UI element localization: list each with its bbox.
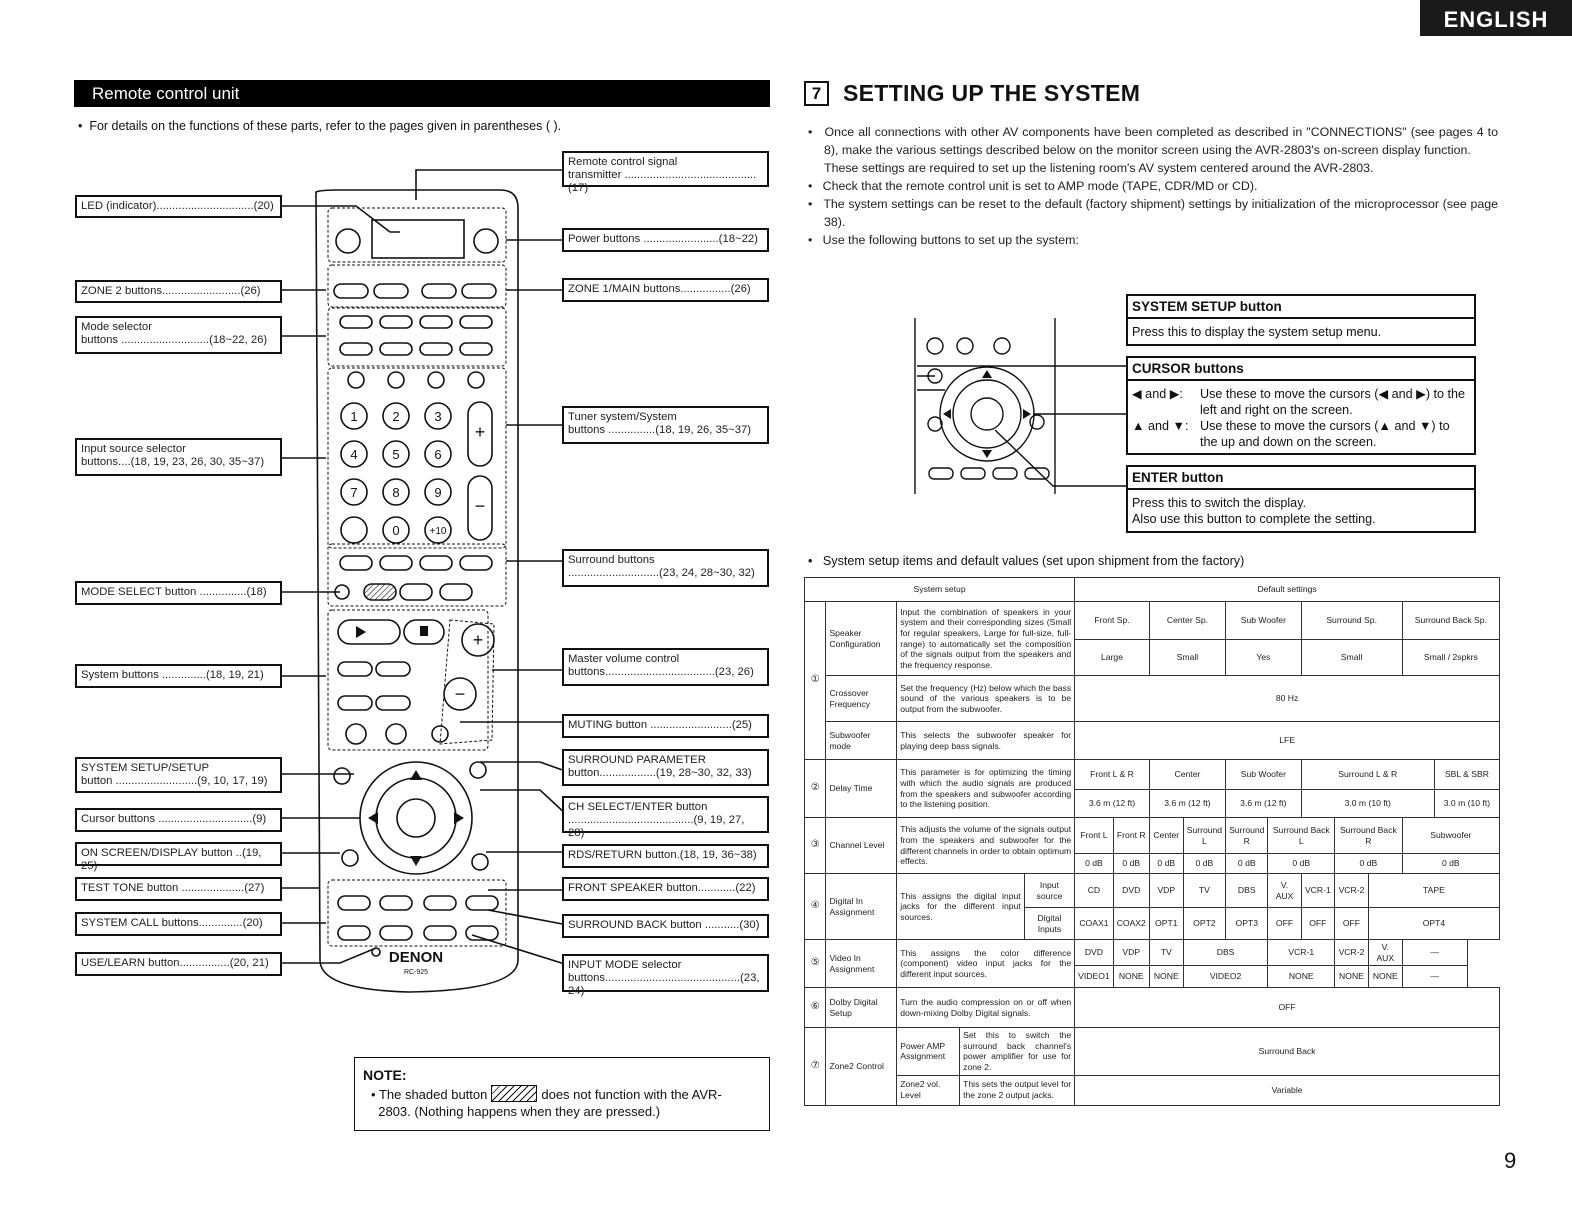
dig-val: OFF <box>1268 908 1301 940</box>
key-8: 8 <box>392 485 400 500</box>
ch-val: 0 dB <box>1113 854 1149 874</box>
item-video-in: Video In Assignment <box>826 940 897 988</box>
cursor-ud-row <box>1132 418 1470 450</box>
table-row <box>805 602 1500 640</box>
delay-head-surround: Surround L & R <box>1301 760 1434 790</box>
bullet-2: • Check that the remote control unit is set to AMP mode (TAPE, CDR/MD or CD). <box>808 179 1258 193</box>
dig-val: COAX1 <box>1075 908 1114 940</box>
table-row <box>805 722 1500 760</box>
label-led: LED (indicator)...............................(20) <box>75 195 282 218</box>
item-zone2-vol: Zone2 vol. Level <box>897 1075 960 1105</box>
row-number-4: ④ <box>805 874 826 940</box>
dig-src: TAPE <box>1368 874 1499 908</box>
vid-src: VCR-1 <box>1268 940 1335 966</box>
svg-text:−: − <box>474 496 486 516</box>
label-input-source <box>75 438 282 476</box>
ch-val: 0 dB <box>1335 854 1403 874</box>
remote-intro: • For details on the functions of these parts, refer to the pages given in parentheses ( ). <box>78 119 562 133</box>
row-number-5: ⑤ <box>805 940 826 988</box>
ch-val: 0 dB <box>1075 854 1114 874</box>
table-row <box>805 874 1500 908</box>
cursor-lr-row <box>1132 386 1470 418</box>
item-power-amp: Power AMP Assignment <box>897 1028 960 1075</box>
val-power-amp: Surround Back <box>1075 1028 1500 1075</box>
dig-val: OPT3 <box>1226 908 1268 940</box>
dig-src: CD <box>1075 874 1114 908</box>
label-master-volume-l1: Master volume control <box>568 653 680 665</box>
label-surround-back: SURROUND BACK button ...........(30) <box>562 914 769 938</box>
vid-val: — <box>1402 966 1467 988</box>
ch-head: Front L <box>1075 818 1114 854</box>
item-sub-mode: Subwoofer mode <box>826 722 897 760</box>
cursor-ud-keys: ▲ and ▼: <box>1132 419 1189 433</box>
delay-head-front: Front L & R <box>1075 760 1150 790</box>
table-intro: • System setup items and default values (set upon shipment from the factory) <box>808 554 1245 568</box>
dig-val: COAX2 <box>1113 908 1149 940</box>
bullet-3: • The system settings can be reset to the default (factory shipment) settings by initialization of the microprocessor (see page 38). <box>808 197 1499 229</box>
bullet-4: • Use the following buttons to set up the system: <box>808 233 1079 247</box>
cursor-lr-text: Use these to move the cursors (◀ and ▶) to the left and right on the screen. <box>1200 387 1466 417</box>
key-5: 5 <box>392 447 400 462</box>
key-4: 4 <box>350 447 358 462</box>
ch-head: Surround R <box>1226 818 1268 854</box>
svg-text:+: + <box>472 630 484 650</box>
ch-head: Surround Back R <box>1335 818 1403 854</box>
label-cursor: Cursor buttons ..............................(9) <box>75 808 282 832</box>
table-row <box>805 988 1500 1028</box>
cursor-ud-text: Use these to move the cursors (▲ and ▼) to the up and down on the screen. <box>1200 419 1450 449</box>
remote-brand: DENON <box>388 949 444 966</box>
cursor-box <box>1126 356 1476 455</box>
label-surround-buttons-l1: Surround buttons <box>568 554 655 566</box>
note-box <box>354 1057 770 1131</box>
enter-box-title: ENTER button <box>1128 467 1474 490</box>
label-master-volume <box>562 648 769 686</box>
remote-model: RC-925 <box>403 969 429 976</box>
desc-power-amp: Set this to switch the surround back channel's power amplifier for use for zone 2. <box>960 1028 1075 1075</box>
desc-digital-in: This assigns the digital input jacks for the different input sources. <box>897 874 1024 940</box>
sp-head-center: Center Sp. <box>1149 602 1225 640</box>
ch-val: 0 dB <box>1402 854 1499 874</box>
label-test-tone: TEST TONE button ....................(27) <box>75 877 282 901</box>
dig-src: VDP <box>1149 874 1183 908</box>
enter-box-line2: Also use this button to complete the setting. <box>1132 512 1376 526</box>
label-master-volume-l2: buttons...................................(23, 26) <box>568 666 754 678</box>
label-mode-selector <box>75 316 282 354</box>
label-system-setup <box>75 757 282 793</box>
desc-delay: This parameter is for optimizing the timing with which the audio signals are produced from the speakers and subwoofer according to the listening position. <box>897 760 1075 818</box>
row-number-3: ③ <box>805 818 826 874</box>
system-setup-box <box>1126 294 1476 346</box>
vid-val: NONE <box>1335 966 1369 988</box>
ch-head: Surround Back L <box>1268 818 1335 854</box>
label-surround-buttons-l2: .............................(23, 24, 28~30, 32) <box>568 567 755 579</box>
table-row <box>805 676 1500 722</box>
vid-val: VIDEO2 <box>1183 966 1268 988</box>
system-setup-box-title: SYSTEM SETUP button <box>1128 296 1474 319</box>
key-1: 1 <box>350 409 358 424</box>
item-channel-level: Channel Level <box>826 818 897 874</box>
ch-head: Surround L <box>1183 818 1225 854</box>
vid-val: VIDEO1 <box>1075 966 1114 988</box>
svg-text:−: − <box>454 684 466 704</box>
note-text-before: The shaded button <box>378 1087 488 1102</box>
key-plus10: +10 <box>429 526 447 537</box>
bullet-2-text: Check that the remote control unit is set to AMP mode (TAPE, CDR/MD or CD). <box>822 179 1258 193</box>
val-zone2-vol: Variable <box>1075 1075 1500 1105</box>
dig-src: DBS <box>1226 874 1268 908</box>
label-mode-selector-l1: Mode selector <box>81 321 152 333</box>
label-system-buttons: System buttons ..............(18, 19, 21) <box>75 664 282 688</box>
system-setup-table <box>804 577 1500 1106</box>
label-zone2: ZONE 2 buttons.........................(26) <box>75 280 282 303</box>
delay-val-surround: 3.0 m (10 ft) <box>1301 790 1434 818</box>
remote-intro-text: For details on the functions of these parts, refer to the pages given in parentheses ( ). <box>89 119 562 133</box>
table-header-row <box>805 578 1500 602</box>
dig-src: VCR-2 <box>1335 874 1369 908</box>
delay-head-center: Center <box>1149 760 1225 790</box>
system-setup-box-text: Press this to display the system setup menu. <box>1132 325 1382 339</box>
note-text-line2: 2803. (Nothing happens when they are pressed.) <box>378 1104 661 1119</box>
item-digital-in: Digital In Assignment <box>826 874 897 940</box>
vid-src: V. AUX <box>1368 940 1402 966</box>
table-row <box>805 1075 1500 1105</box>
sp-val-surround: Small <box>1301 640 1402 676</box>
svg-text:+: + <box>474 422 486 442</box>
sp-head-surround-back: Surround Back Sp. <box>1402 602 1499 640</box>
table-intro-text: System setup items and default values (set upon shipment from the factory) <box>822 554 1245 568</box>
label-mode-selector-l2: buttons ............................(18~22, 26) <box>81 334 268 346</box>
label-use-learn: USE/LEARN button................(20, 21) <box>75 952 282 976</box>
label-tuner-system-l1: Tuner system/System <box>568 411 677 423</box>
key-7: 7 <box>350 485 358 500</box>
label-system-setup-l2: button ..........................(9, 10, 17, 19) <box>81 775 268 787</box>
label-transmitter-l1: Remote control signal <box>568 156 678 168</box>
note-title: NOTE: <box>363 1067 407 1083</box>
vid-val: NONE <box>1368 966 1402 988</box>
table-row <box>805 818 1500 854</box>
vid-src: VDP <box>1113 940 1149 966</box>
label-system-setup-l1: SYSTEM SETUP/SETUP <box>81 762 210 774</box>
delay-val-sub: 3.6 m (12 ft) <box>1226 790 1302 818</box>
label-power: Power buttons ........................(18~22) <box>562 228 769 252</box>
key-6: 6 <box>434 447 442 462</box>
table-row <box>805 940 1500 966</box>
cursor-lr-keys: ◀ and ▶: <box>1132 387 1183 401</box>
vid-src: DVD <box>1075 940 1114 966</box>
delay-head-sb: SBL & SBR <box>1434 760 1499 790</box>
label-input-mode <box>562 954 769 997</box>
bullet-4-text: Use the following buttons to set up the system: <box>822 233 1079 247</box>
val-crossover: 80 Hz <box>1075 676 1500 722</box>
row-number-7: ⑦ <box>805 1028 826 1105</box>
bullet-1-text: Once all connections with other AV components have been completed as described in "CONNECTIONS" (see pages 4 to 8), make the various settings described below on the monitor screen using the AVR-2803's on-screen display function. <box>824 125 1498 157</box>
sp-head-surround: Surround Sp. <box>1301 602 1402 640</box>
dig-src: DVD <box>1113 874 1149 908</box>
dig-val: OFF <box>1301 908 1334 940</box>
vid-src: DBS <box>1183 940 1268 966</box>
enter-box-body <box>1128 490 1474 532</box>
row-number-6: ⑥ <box>805 988 826 1028</box>
label-mode-select: MODE SELECT button ...............(18) <box>75 581 282 605</box>
desc-zone2-vol: This sets the output level for the zone 2 output jacks. <box>960 1075 1075 1105</box>
row-number-1: ① <box>805 602 826 760</box>
label-muting: MUTING button ..........................(25) <box>562 714 769 738</box>
label-ch-select <box>562 796 769 839</box>
section-title: SETTING UP THE SYSTEM <box>843 80 1141 106</box>
sp-val-sub: Yes <box>1226 640 1302 676</box>
desc-dolby: Turn the audio compression on or off when down-mixing Dolby Digital signals. <box>897 988 1075 1028</box>
ch-val: 0 dB <box>1226 854 1268 874</box>
label-input-mode-l2: buttons...........................................(23, 24) <box>568 972 760 997</box>
key-9: 9 <box>434 485 442 500</box>
remote-control-illustration <box>280 140 570 1010</box>
label-surround-parameter-l2: button..................(19, 28~30, 32, 33) <box>568 767 752 779</box>
setup-bullets <box>808 123 1498 249</box>
label-front-speaker: FRONT SPEAKER button............(22) <box>562 877 769 901</box>
note-text-after: does not function with the AVR- <box>541 1087 722 1102</box>
dig-val: OPT2 <box>1183 908 1225 940</box>
label-zone1-main: ZONE 1/MAIN buttons................(26) <box>562 278 769 302</box>
row-number-2: ② <box>805 760 826 818</box>
label-input-mode-l1: INPUT MODE selector <box>568 959 682 971</box>
page-number: 9 <box>1504 1148 1517 1173</box>
vid-src: — <box>1402 940 1467 966</box>
label-ch-select-l1: CH SELECT/ENTER button <box>568 801 708 813</box>
remote-section-header: Remote control unit <box>74 80 770 107</box>
vid-val: NONE <box>1268 966 1335 988</box>
digital-input-source-label: Input source <box>1024 874 1074 908</box>
desc-crossover: Set the frequency (Hz) below which the bass sound of the various speakers is to be output from the subwoofer. <box>897 676 1075 722</box>
item-speaker-config: Speaker Configuration <box>826 602 897 676</box>
dig-val: OPT1 <box>1149 908 1183 940</box>
label-tuner-system-l2: buttons ...............(18, 19, 26, 35~37) <box>568 424 752 436</box>
table-row <box>805 1028 1500 1075</box>
delay-val-sb: 3.0 m (10 ft) <box>1434 790 1499 818</box>
label-rds-return: RDS/RETURN button.(18, 19, 36~38) <box>562 844 769 868</box>
dig-val: OPT4 <box>1368 908 1499 940</box>
key-3: 3 <box>434 409 442 424</box>
ch-head: Front R <box>1113 818 1149 854</box>
ch-head: Subwoofer <box>1402 818 1499 854</box>
vid-val: NONE <box>1113 966 1149 988</box>
label-system-call: SYSTEM CALL buttons..............(20) <box>75 912 282 936</box>
bullet-1-cont: These settings are required to set up the listening room's AV system centered around the AVR-2803. <box>824 161 1374 175</box>
delay-val-front: 3.6 m (12 ft) <box>1075 790 1150 818</box>
bullet-1: • Once all connections with other AV components have been completed as described in "CONNECTIONS" (see pages 4 to 8), make the various settings described below on the monitor screen using the AVR-2803's on-screen display function. <box>808 125 1498 157</box>
desc-speaker-config: Input the combination of speakers in your system and their corresponding sizes (Small for regular speakers, Large for full-size, full-range) to automatically set the composition of the signals output from the speakers and the frequency response. <box>897 602 1075 676</box>
label-on-screen: ON SCREEN/DISPLAY button ..(19, 25) <box>75 842 282 866</box>
note-body: • The shaded button does not function with the AVR- 2803. (Nothing happens when they are pressed.) <box>371 1087 722 1119</box>
label-surround-buttons <box>562 549 769 587</box>
section-number: 7 <box>804 81 829 106</box>
key-0: 0 <box>392 523 400 538</box>
label-input-source-l1: Input source selector <box>81 443 186 455</box>
sp-val-surround-back: Small / 2spkrs <box>1402 640 1499 676</box>
ch-val: 0 dB <box>1149 854 1183 874</box>
sp-val-front: Large <box>1075 640 1150 676</box>
val-sub-mode: LFE <box>1075 722 1500 760</box>
cursor-box-body <box>1128 381 1474 455</box>
enter-box-line1: Press this to switch the display. <box>1132 496 1307 510</box>
label-input-source-l2: buttons....(18, 19, 23, 26, 30, 35~37) <box>81 456 265 468</box>
dig-src: TV <box>1183 874 1225 908</box>
ch-head: Center <box>1149 818 1183 854</box>
shaded-button-sample-icon <box>491 1085 537 1102</box>
bullet-3-text: The system settings can be reset to the default (factory shipment) settings by initialization of the microprocessor (see page 38). <box>823 197 1499 229</box>
table-row <box>805 760 1500 790</box>
item-zone2: Zone2 Control <box>826 1028 897 1105</box>
val-dolby: OFF <box>1075 988 1500 1028</box>
ch-val: 0 dB <box>1183 854 1225 874</box>
header-default-settings: Default settings <box>1075 578 1500 602</box>
label-tuner-system <box>562 406 769 444</box>
sp-head-front: Front Sp. <box>1075 602 1150 640</box>
dig-val: OFF <box>1335 908 1369 940</box>
cursor-box-title: CURSOR buttons <box>1128 358 1474 381</box>
desc-channel-level: This adjusts the volume of the signals output from the speakers and subwoofer for the different channels in order to obtain optimum effects. <box>897 818 1075 874</box>
delay-val-center: 3.6 m (12 ft) <box>1149 790 1225 818</box>
label-surround-parameter <box>562 749 769 786</box>
vid-src: TV <box>1149 940 1183 966</box>
vid-val: NONE <box>1149 966 1183 988</box>
label-transmitter <box>562 151 769 194</box>
ch-val: 0 dB <box>1268 854 1335 874</box>
language-tag: ENGLISH <box>1420 0 1572 36</box>
dig-src: V. AUX <box>1268 874 1301 908</box>
label-transmitter-l2: transmitter ..........................................(17) <box>568 169 757 194</box>
desc-video-in: This assigns the color difference (component) video input jacks for the different input sources. <box>897 940 1075 988</box>
enter-box <box>1126 465 1476 533</box>
desc-sub-mode: This selects the subwoofer speaker for playing deep bass signals. <box>897 722 1075 760</box>
item-dolby: Dolby Digital Setup <box>826 988 897 1028</box>
digital-inputs-label: Digital Inputs <box>1024 908 1074 940</box>
dig-src: VCR-1 <box>1301 874 1334 908</box>
label-surround-parameter-l1: SURROUND PARAMETER <box>568 754 706 766</box>
vid-src: VCR-2 <box>1335 940 1369 966</box>
header-system-setup: System setup <box>805 578 1075 602</box>
delay-head-sub: Sub Woofer <box>1226 760 1302 790</box>
mini-remote-illustration <box>905 318 1130 498</box>
sp-val-center: Small <box>1149 640 1225 676</box>
key-2: 2 <box>392 409 400 424</box>
item-delay: Delay Time <box>826 760 897 818</box>
label-ch-select-l2: ........................................(9, 19, 27, 28) <box>568 814 745 839</box>
item-crossover: Crossover Frequency <box>826 676 897 722</box>
sp-head-sub: Sub Woofer <box>1226 602 1302 640</box>
